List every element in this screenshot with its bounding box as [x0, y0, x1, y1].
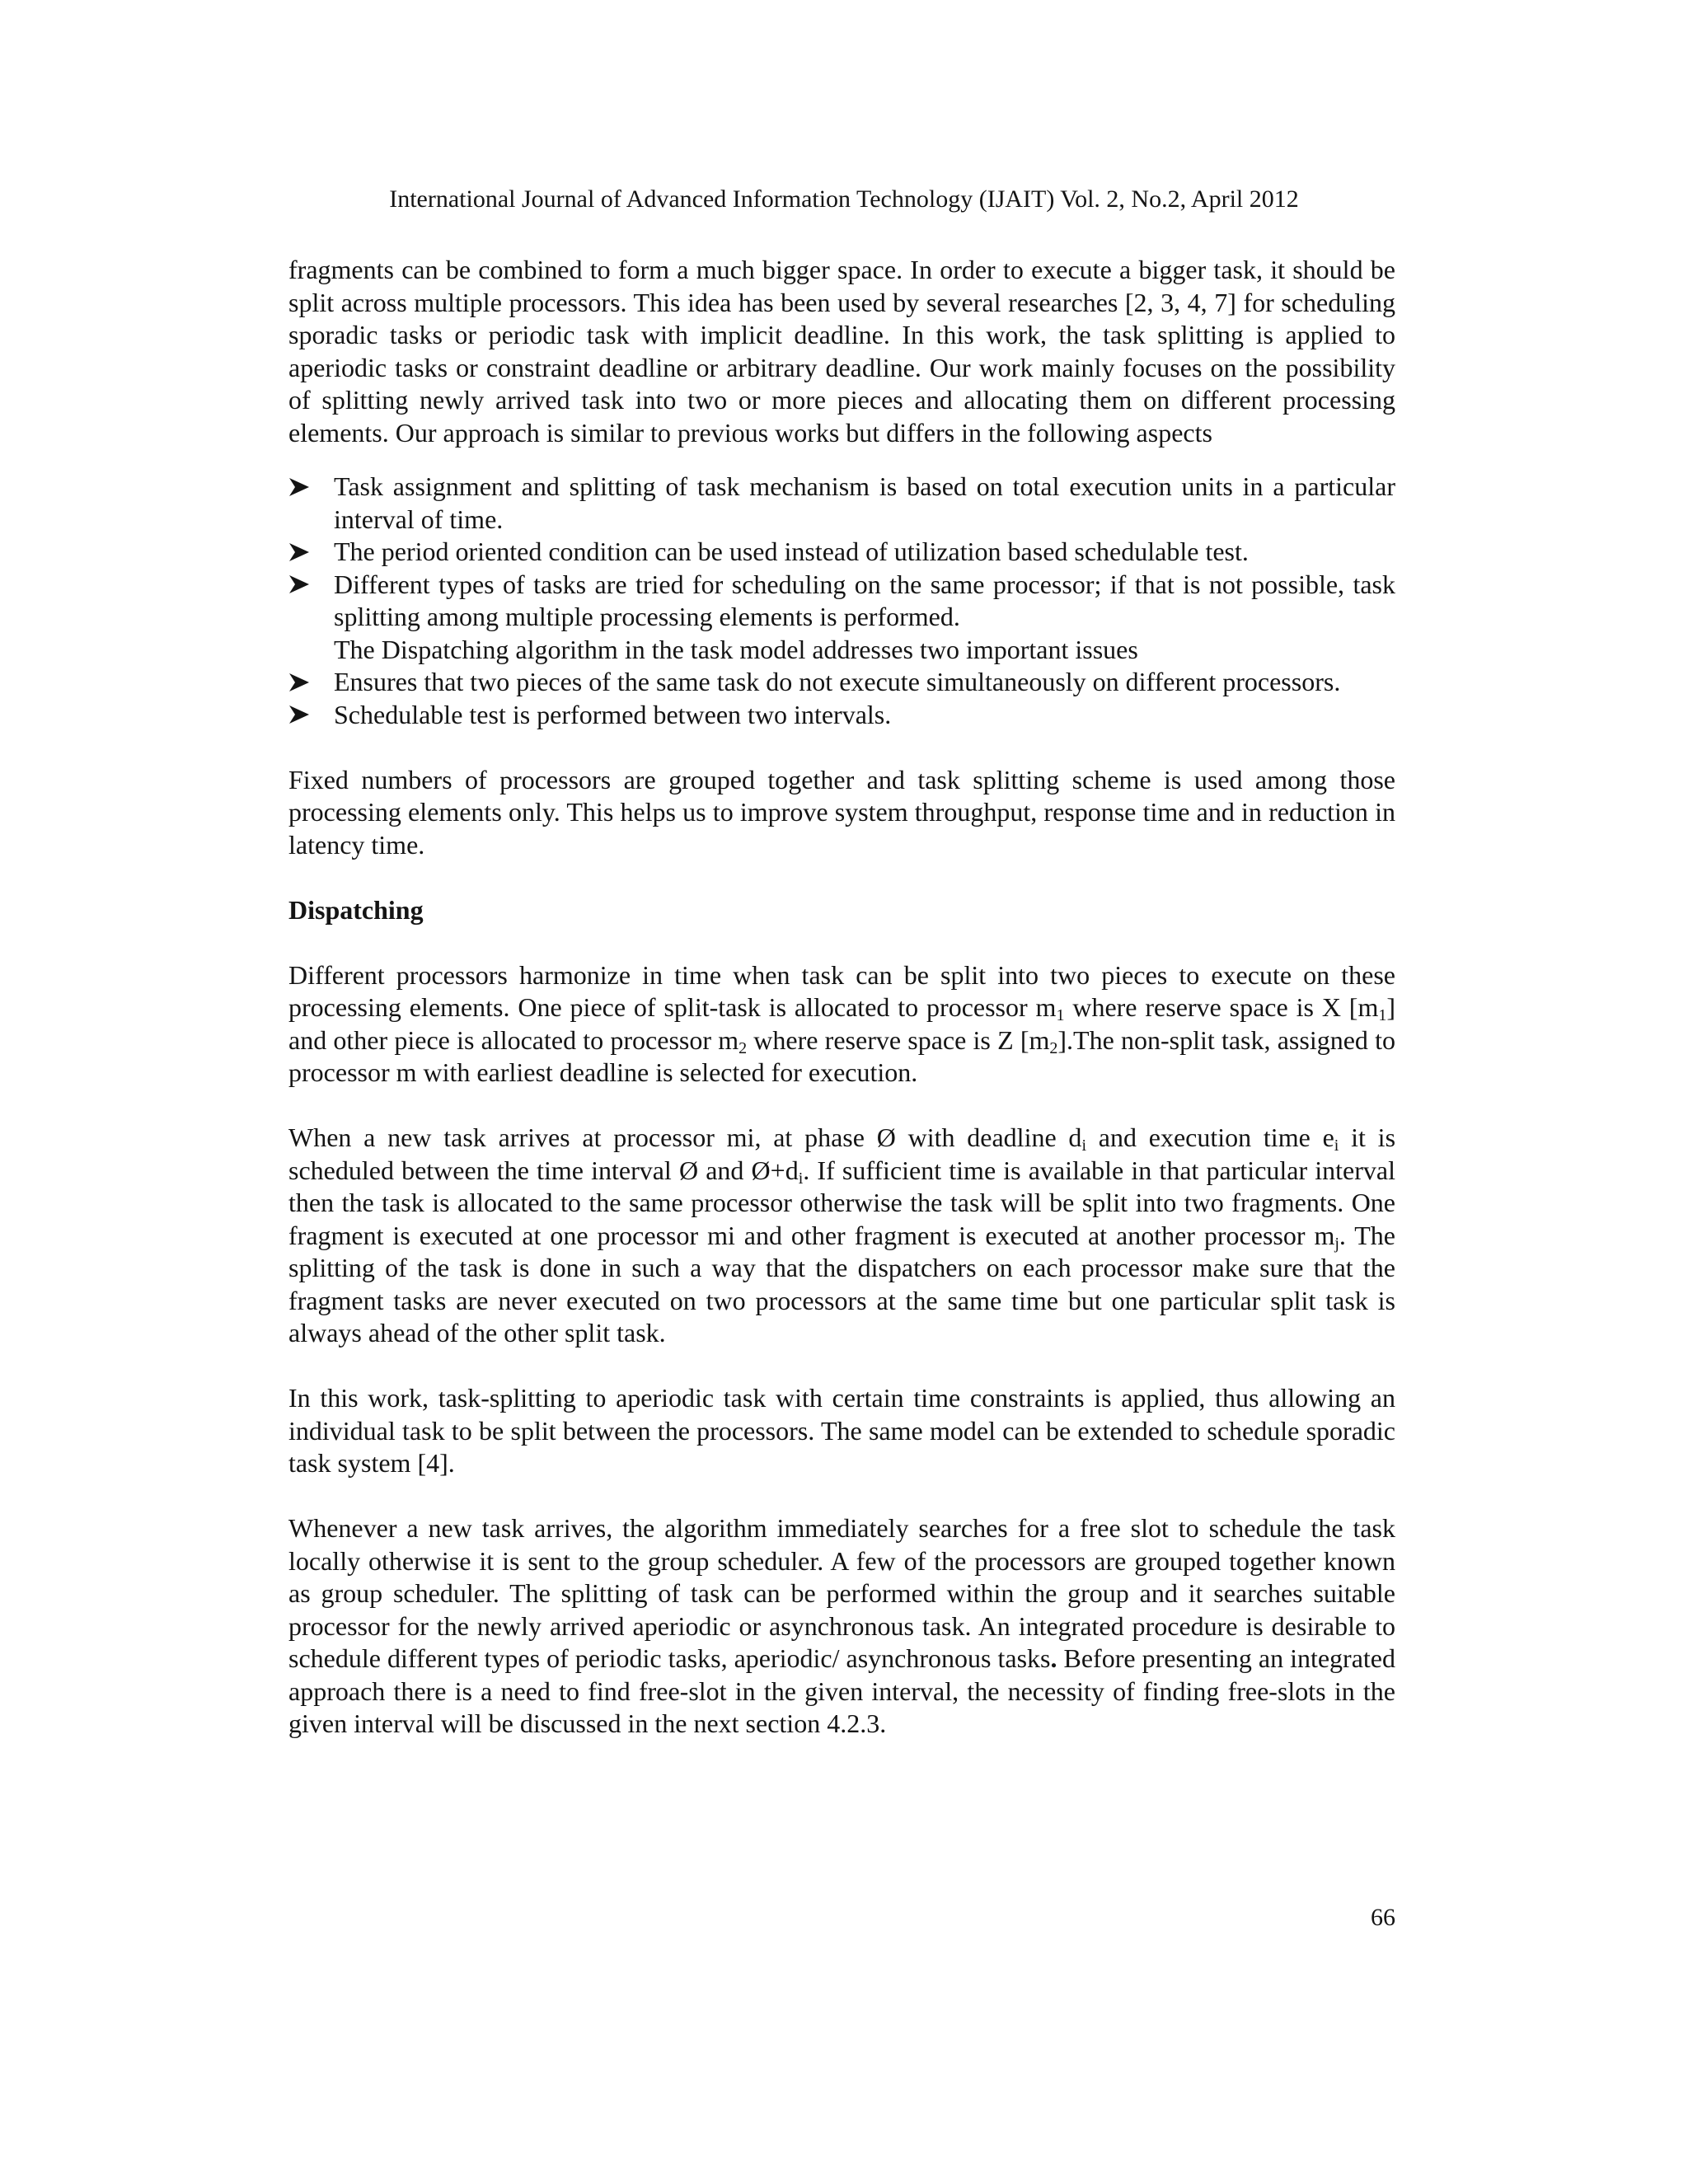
- subscript: i: [1334, 1137, 1339, 1155]
- arrival-text-2: and execution time e: [1086, 1122, 1334, 1152]
- list-item-text: Task assignment and splitting of task mechanism is based on total execution units in a particular interval of time.: [334, 471, 1395, 534]
- arrowhead-bullet-icon: [288, 471, 321, 504]
- page-number: 66: [1371, 1904, 1395, 1931]
- subscript: i: [798, 1169, 804, 1188]
- subscript: 1: [1378, 1006, 1387, 1024]
- list-item-text: The period oriented condition can be used instead of utilization based schedulable test.: [334, 537, 1249, 566]
- list-note-text: The Dispatching algorithm in the task model addresses two important issues: [334, 634, 1138, 664]
- dispatch-paragraph: [288, 959, 1395, 1090]
- arrowhead-bullet-icon: [288, 699, 321, 732]
- dispatch-text-1: Different processors harmonize in time when task can be split into two pieces to execute on these processing elements. One piece of split-task is allocated to processor m: [288, 959, 1395, 1022]
- dispatch-text-3: ] and other piece is allocated to processor m: [288, 992, 1396, 1055]
- body-column: [288, 254, 1395, 1741]
- list-note: [288, 634, 1395, 667]
- list-item: [288, 699, 1395, 732]
- arrival-text-3: it is scheduled between the time interval Ø and Ø+d: [288, 1122, 1396, 1185]
- list-item: [288, 536, 1395, 569]
- list-item-text: Different types of tasks are tried for scheduling on the same processor; if that is not possible, task splitting among multiple processing elements is performed.: [334, 569, 1395, 631]
- aspects-list: [288, 471, 1395, 731]
- list-item: [288, 471, 1395, 536]
- dispatch-text-5: ].The non-split task, assigned to processor m with earliest deadline is selected for execution.: [288, 1024, 1396, 1087]
- subscript: 2: [738, 1038, 748, 1057]
- list-item: [288, 666, 1395, 699]
- arrival-text-4: . If sufficient time is available in that particular interval then the task is allocated to the same processor otherwise the task will be split into two fragments. One fragment is executed at one processor mi and other fragment is executed at another processor m: [288, 1155, 1396, 1250]
- arrowhead-bullet-icon: [288, 536, 321, 569]
- subscript: 1: [1056, 1006, 1065, 1024]
- dispatch-text-2: where reserve space is X [m: [1064, 992, 1379, 1022]
- intro-paragraph: fragments can be combined to form a much bigger space. In order to execute a bigger task, it should be split across multiple processors. This idea has been used by several researches [2, 3, 4, 7] for scheduling sporadic tasks or periodic task with implicit deadline. In this work, the task splitting is applied to aperiodic tasks or constraint deadline or arbitrary deadline. Our work mainly focuses on the possibility of splitting newly arrived task into two or more pieces and allocating them on different processing elements. Our approach is similar to previous works but differs in the following aspects: [288, 255, 1395, 448]
- subscript: 2: [1049, 1038, 1058, 1057]
- group-scheduler-paragraph: [288, 1512, 1395, 1741]
- aperiodic-paragraph: In this work, task-splitting to aperiodic task with certain time constraints is applied, thus allowing an individual task to be split between the processors. The same model can be extended to schedule sporadic task system [4].: [288, 1383, 1395, 1478]
- list-item-text: Ensures that two pieces of the same task do not execute simultaneously on different processors.: [334, 667, 1341, 696]
- list-item: [288, 569, 1395, 634]
- subscript: j: [1334, 1234, 1339, 1253]
- bold-period: .: [1050, 1643, 1057, 1673]
- section-heading: Dispatching: [288, 894, 424, 925]
- arrival-text-5: . The splitting of the task is done in such a way that the dispatchers on each processor make sure that the fragment tasks are never executed on two processors at the same time but one particular split task is always ahead of the other split task.: [288, 1220, 1396, 1347]
- arrival-paragraph: [288, 1122, 1395, 1350]
- arrowhead-bullet-icon: [288, 666, 321, 699]
- arrowhead-bullet-icon: [288, 569, 321, 602]
- dispatch-text-4: where reserve space is Z [m: [747, 1024, 1050, 1055]
- whenever-text-2: Before presenting an integrated approach there is a need to find free-slot in the given interval, the necessity of finding free-slots in the given interval will be discussed in the next section 4.2.3.: [288, 1643, 1396, 1738]
- whenever-text-1: Whenever a new task arrives, the algorithm immediately searches for a free slot to schedule the task locally otherwise it is sent to the group scheduler. A few of the processors are grouped together known as group scheduler. The splitting of task can be performed within the group and it searches suitable processor for the newly arrived aperiodic or asynchronous task. An integrated procedure is desirable to schedule different types of periodic tasks, aperiodic/ asynchronous tasks: [288, 1513, 1395, 1673]
- fixed-processors-paragraph: Fixed numbers of processors are grouped together and task splitting scheme is used among those processing elements only. This helps us to improve system throughput, response time and in reduction in latency time.: [288, 764, 1395, 860]
- arrival-text-1: When a new task arrives at processor mi, at phase Ø with deadline d: [288, 1122, 1082, 1152]
- running-header: International Journal of Advanced Information Technology (IJAIT) Vol. 2, No.2, April 2012: [389, 185, 1299, 213]
- list-item-text: Schedulable test is performed between two intervals.: [334, 699, 892, 729]
- subscript: i: [1081, 1137, 1086, 1155]
